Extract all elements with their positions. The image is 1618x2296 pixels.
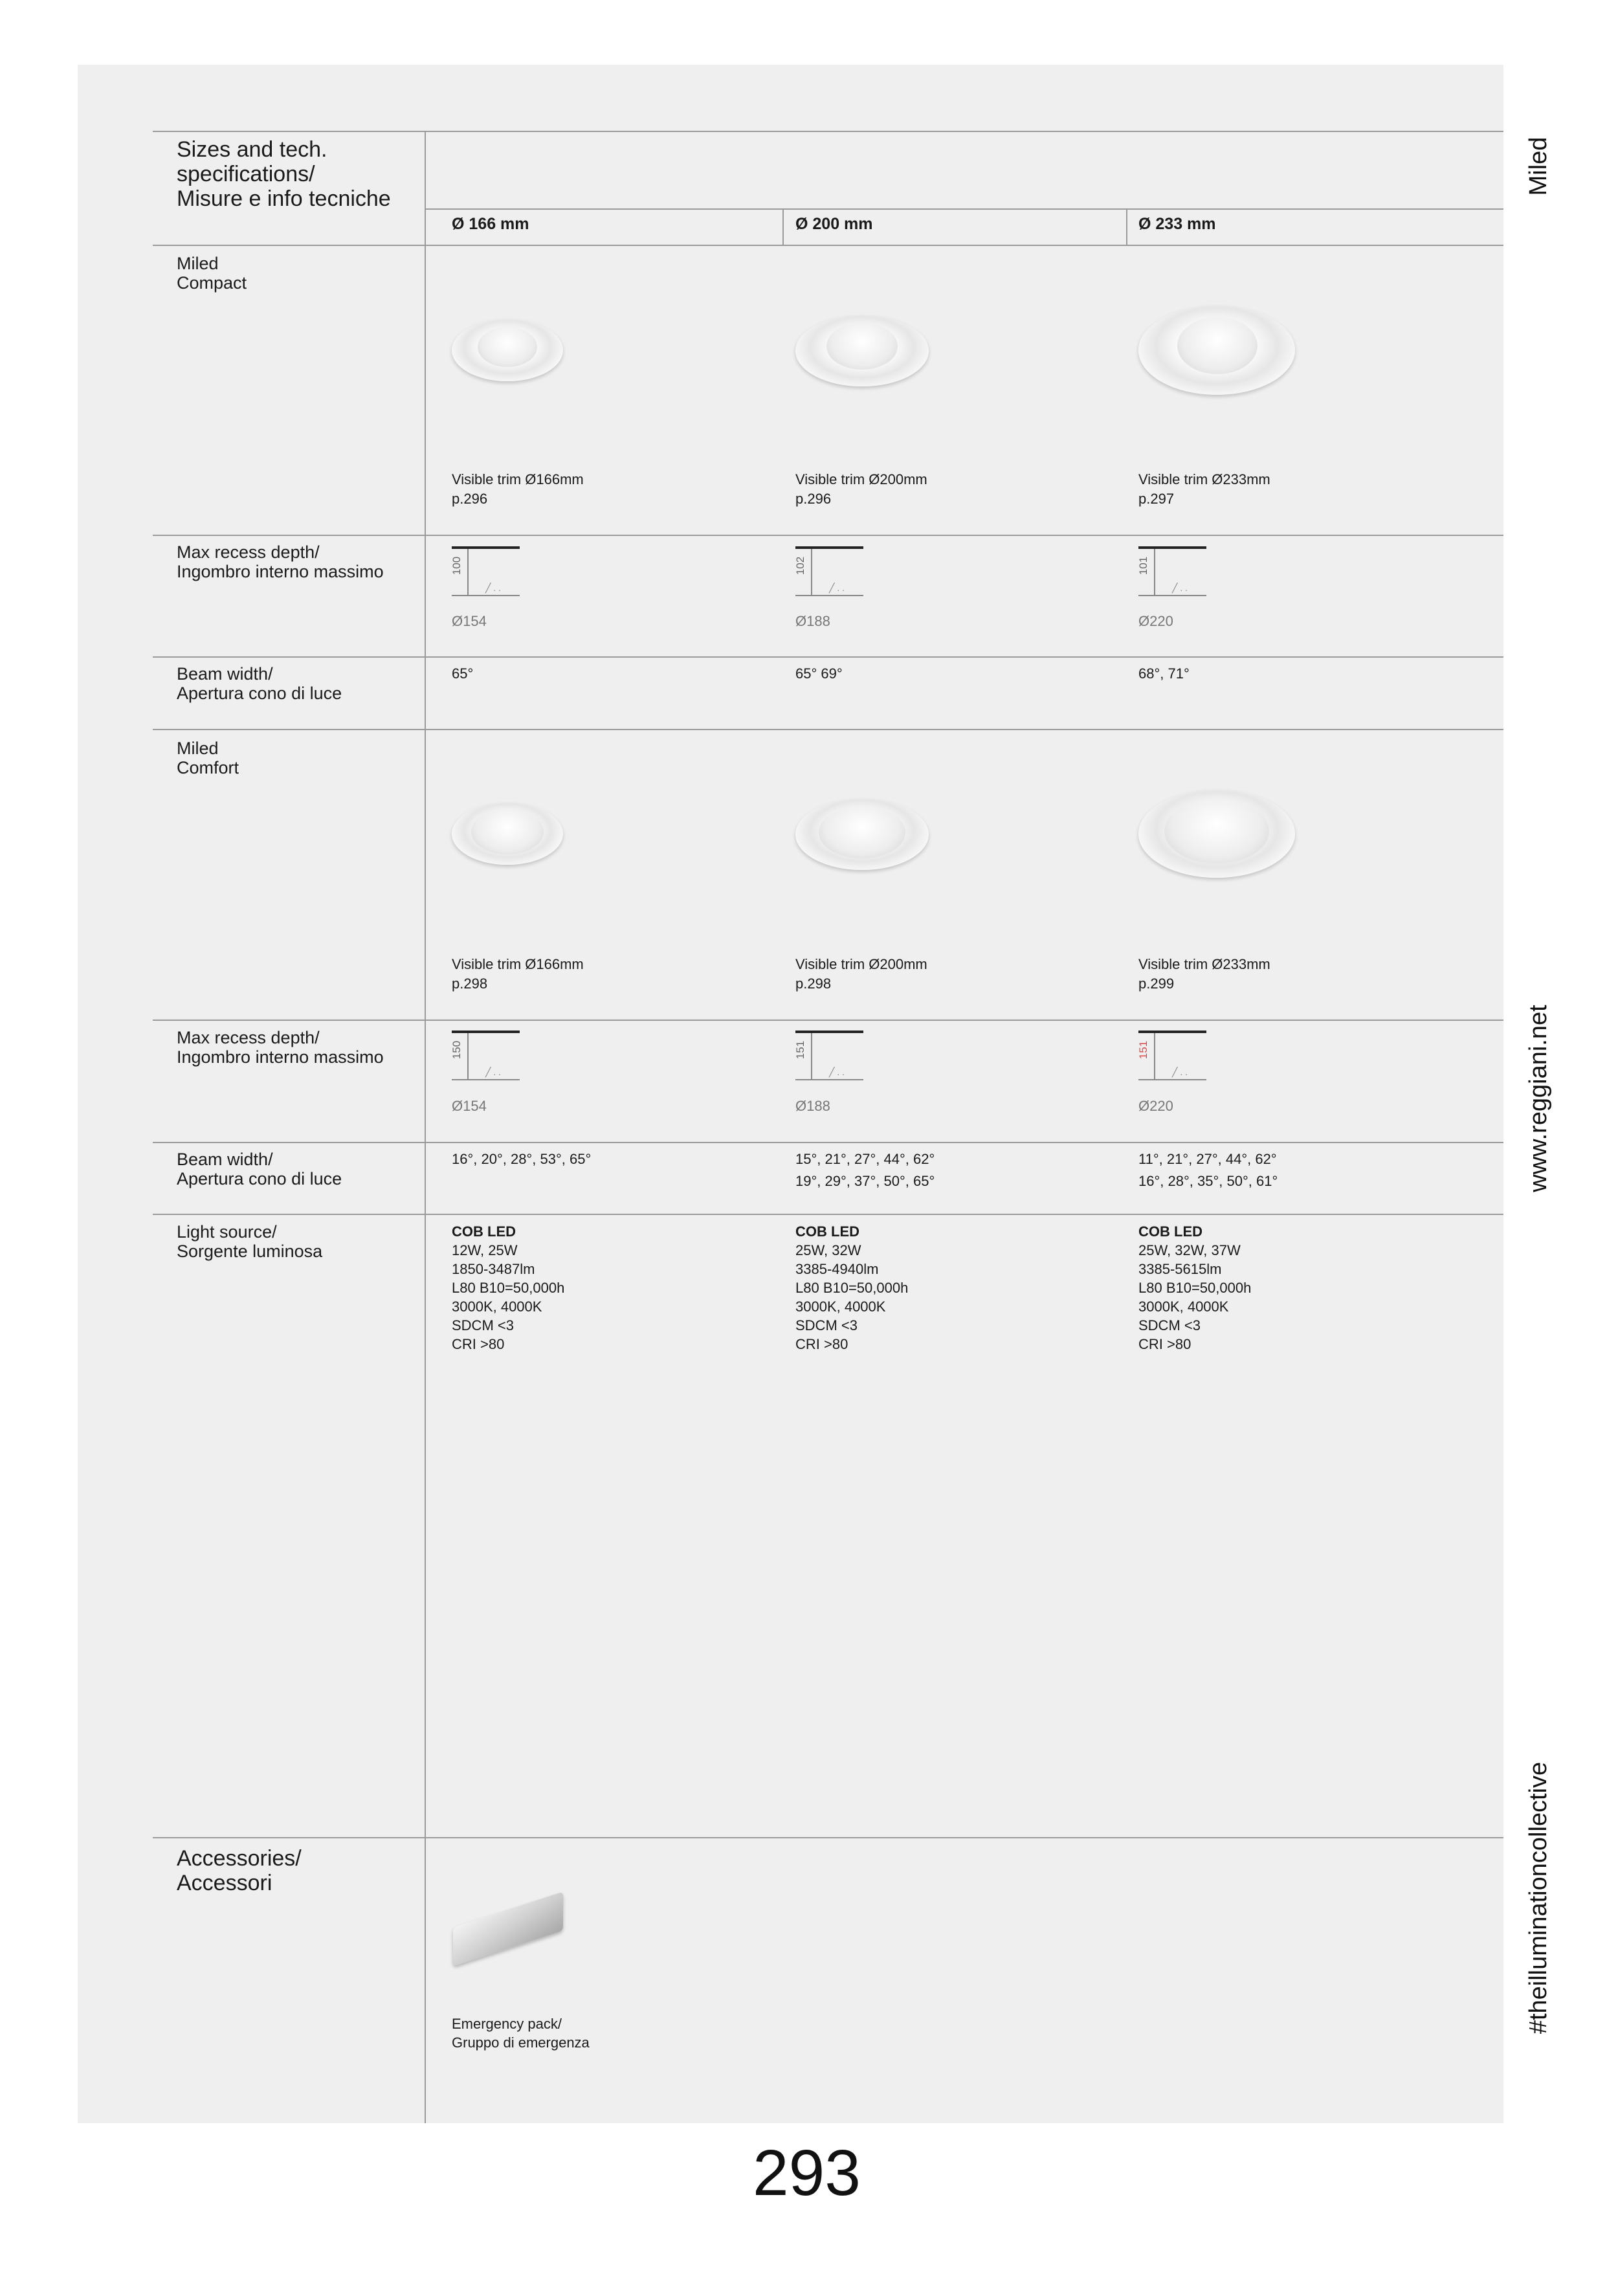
ls-233-flux: 3385-5615lm (1138, 1261, 1222, 1277)
ls-166-sdcm: SDCM <3 (452, 1317, 514, 1333)
comfort-200-trim: Visible trim Ø200mm (795, 956, 927, 972)
rule-colheads (425, 208, 1503, 210)
ls-166-power: 12W, 25W (452, 1242, 518, 1258)
compact-200-image (795, 315, 929, 386)
compact-233-depth: 101 (1137, 556, 1150, 575)
comfort-200-beam-1: 15°, 21°, 27°, 44°, 62° (795, 1151, 935, 1167)
compact-200-trim: Visible trim Ø200mm (795, 471, 927, 487)
ls-200-power: 25W, 32W (795, 1242, 861, 1258)
rule (153, 245, 1503, 246)
ls-200-cct: 3000K, 4000K (795, 1298, 886, 1315)
comfort-166-recess-diagram: 150 ╱ . . (452, 1031, 523, 1082)
comfort-233-beam-1: 11°, 21°, 27°, 44°, 62° (1138, 1151, 1277, 1167)
rule (153, 656, 1503, 658)
emergency-pack-label: Emergency pack/ Gruppo di emergenza (452, 2016, 590, 2051)
ls-233-sdcm: SDCM <3 (1138, 1317, 1201, 1333)
side-product-name: Miled (1525, 137, 1552, 196)
comfort-233-trim: Visible trim Ø233mm (1138, 956, 1270, 972)
spec-panel (78, 65, 1503, 2123)
compact-166-depth: 100 (450, 556, 463, 575)
rule (153, 729, 1503, 730)
comfort-233-beam-2: 16°, 28°, 35°, 50°, 61° (1138, 1173, 1278, 1189)
compact-beam-label: Beam width/ Apertura cono di luce (177, 664, 342, 703)
comfort-200-cutout: Ø188 (795, 1098, 830, 1114)
compact-recess-label: Max recess depth/ Ingombro interno massimo (177, 542, 384, 581)
page-number: 293 (753, 2137, 861, 2209)
ls-200-flux: 3385-4940lm (795, 1261, 879, 1277)
accessories-label: Accessories/ Accessori (177, 1846, 302, 1895)
comfort-233-image (1138, 790, 1295, 878)
comfort-233-cutout: Ø220 (1138, 1098, 1173, 1114)
ls-233-power: 25W, 32W, 37W (1138, 1242, 1241, 1258)
comfort-beam-label: Beam width/ Apertura cono di luce (177, 1150, 342, 1188)
compact-233-cutout: Ø220 (1138, 613, 1173, 629)
ls-233-cri: CRI >80 (1138, 1336, 1191, 1352)
ls-166-cct: 3000K, 4000K (452, 1298, 542, 1315)
compact-166-image (452, 319, 563, 381)
comfort-233-recess-diagram: 151 ╱ . . (1138, 1031, 1210, 1082)
ls-233-life: L80 B10=50,000h (1138, 1280, 1252, 1296)
column-header-200: Ø 200 mm (795, 215, 873, 233)
rule (153, 535, 1503, 536)
rule (153, 1837, 1503, 1838)
compact-233-trim: Visible trim Ø233mm (1138, 471, 1270, 487)
compact-233-page-link[interactable]: p.297 (1138, 491, 1175, 507)
rule (153, 1142, 1503, 1143)
comfort-200-page-link[interactable]: p.298 (795, 975, 832, 992)
ls-200-life: L80 B10=50,000h (795, 1280, 909, 1296)
side-website-link[interactable]: www.reggiani.net (1525, 1005, 1552, 1192)
ls-166-cri: CRI >80 (452, 1336, 505, 1352)
compact-200-depth: 102 (794, 556, 807, 575)
side-hashtag: #theilluminationcollective (1525, 1761, 1552, 2034)
section-title: Sizes and tech. specifications/ Misure e info tecniche (177, 137, 391, 211)
comfort-200-depth: 151 (794, 1040, 807, 1060)
light-source-label: Light source/ Sorgente luminosa (177, 1222, 323, 1261)
compact-166-beam: 65° (452, 665, 474, 682)
comfort-166-image (452, 803, 563, 865)
rule (153, 1020, 1503, 1021)
comfort-200-image (795, 799, 929, 870)
ls-166-type: COB LED (452, 1223, 516, 1240)
comfort-166-cutout: Ø154 (452, 1098, 487, 1114)
comfort-recess-label: Max recess depth/ Ingombro interno massimo (177, 1028, 384, 1067)
compact-200-recess-diagram: 102 ╱ . . (795, 546, 867, 598)
comfort-200-recess-diagram: 151 ╱ . . (795, 1031, 867, 1082)
column-header-166: Ø 166 mm (452, 215, 529, 233)
compact-233-recess-diagram: 101 ╱ . . (1138, 546, 1210, 598)
ls-200-type: COB LED (795, 1223, 859, 1240)
comfort-233-page-link[interactable]: p.299 (1138, 975, 1175, 992)
column-divider (425, 131, 426, 2123)
comfort-166-beam: 16°, 20°, 28°, 53°, 65° (452, 1151, 592, 1167)
rule-top (153, 131, 1503, 132)
ls-166-flux: 1850-3487lm (452, 1261, 535, 1277)
comfort-166-depth: 150 (450, 1040, 463, 1060)
compact-200-cutout: Ø188 (795, 613, 830, 629)
column-header-233: Ø 233 mm (1138, 215, 1216, 233)
ls-200-sdcm: SDCM <3 (795, 1317, 858, 1333)
compact-166-cutout: Ø154 (452, 613, 487, 629)
ls-233-type: COB LED (1138, 1223, 1202, 1240)
comfort-166-page-link[interactable]: p.298 (452, 975, 488, 992)
ls-166-life: L80 B10=50,000h (452, 1280, 565, 1296)
ls-233-cct: 3000K, 4000K (1138, 1298, 1229, 1315)
comfort-233-depth: 151 (1137, 1040, 1150, 1060)
compact-200-beam: 65° 69° (795, 665, 843, 682)
compact-166-page-link[interactable]: p.296 (452, 491, 488, 507)
compact-233-beam: 68°, 71° (1138, 665, 1190, 682)
compact-233-image (1138, 306, 1295, 395)
comfort-200-beam-2: 19°, 29°, 37°, 50°, 65° (795, 1173, 935, 1189)
product-name-compact: Miled Compact (177, 254, 247, 293)
column-separator (1126, 208, 1127, 245)
comfort-166-trim: Visible trim Ø166mm (452, 956, 584, 972)
rule (153, 1214, 1503, 1215)
column-separator (782, 208, 784, 245)
product-name-comfort: Miled Comfort (177, 739, 239, 777)
ls-200-cri: CRI >80 (795, 1336, 848, 1352)
compact-166-trim: Visible trim Ø166mm (452, 471, 584, 487)
compact-166-recess-diagram: 100 ╱ . . (452, 546, 523, 598)
compact-200-page-link[interactable]: p.296 (795, 491, 832, 507)
